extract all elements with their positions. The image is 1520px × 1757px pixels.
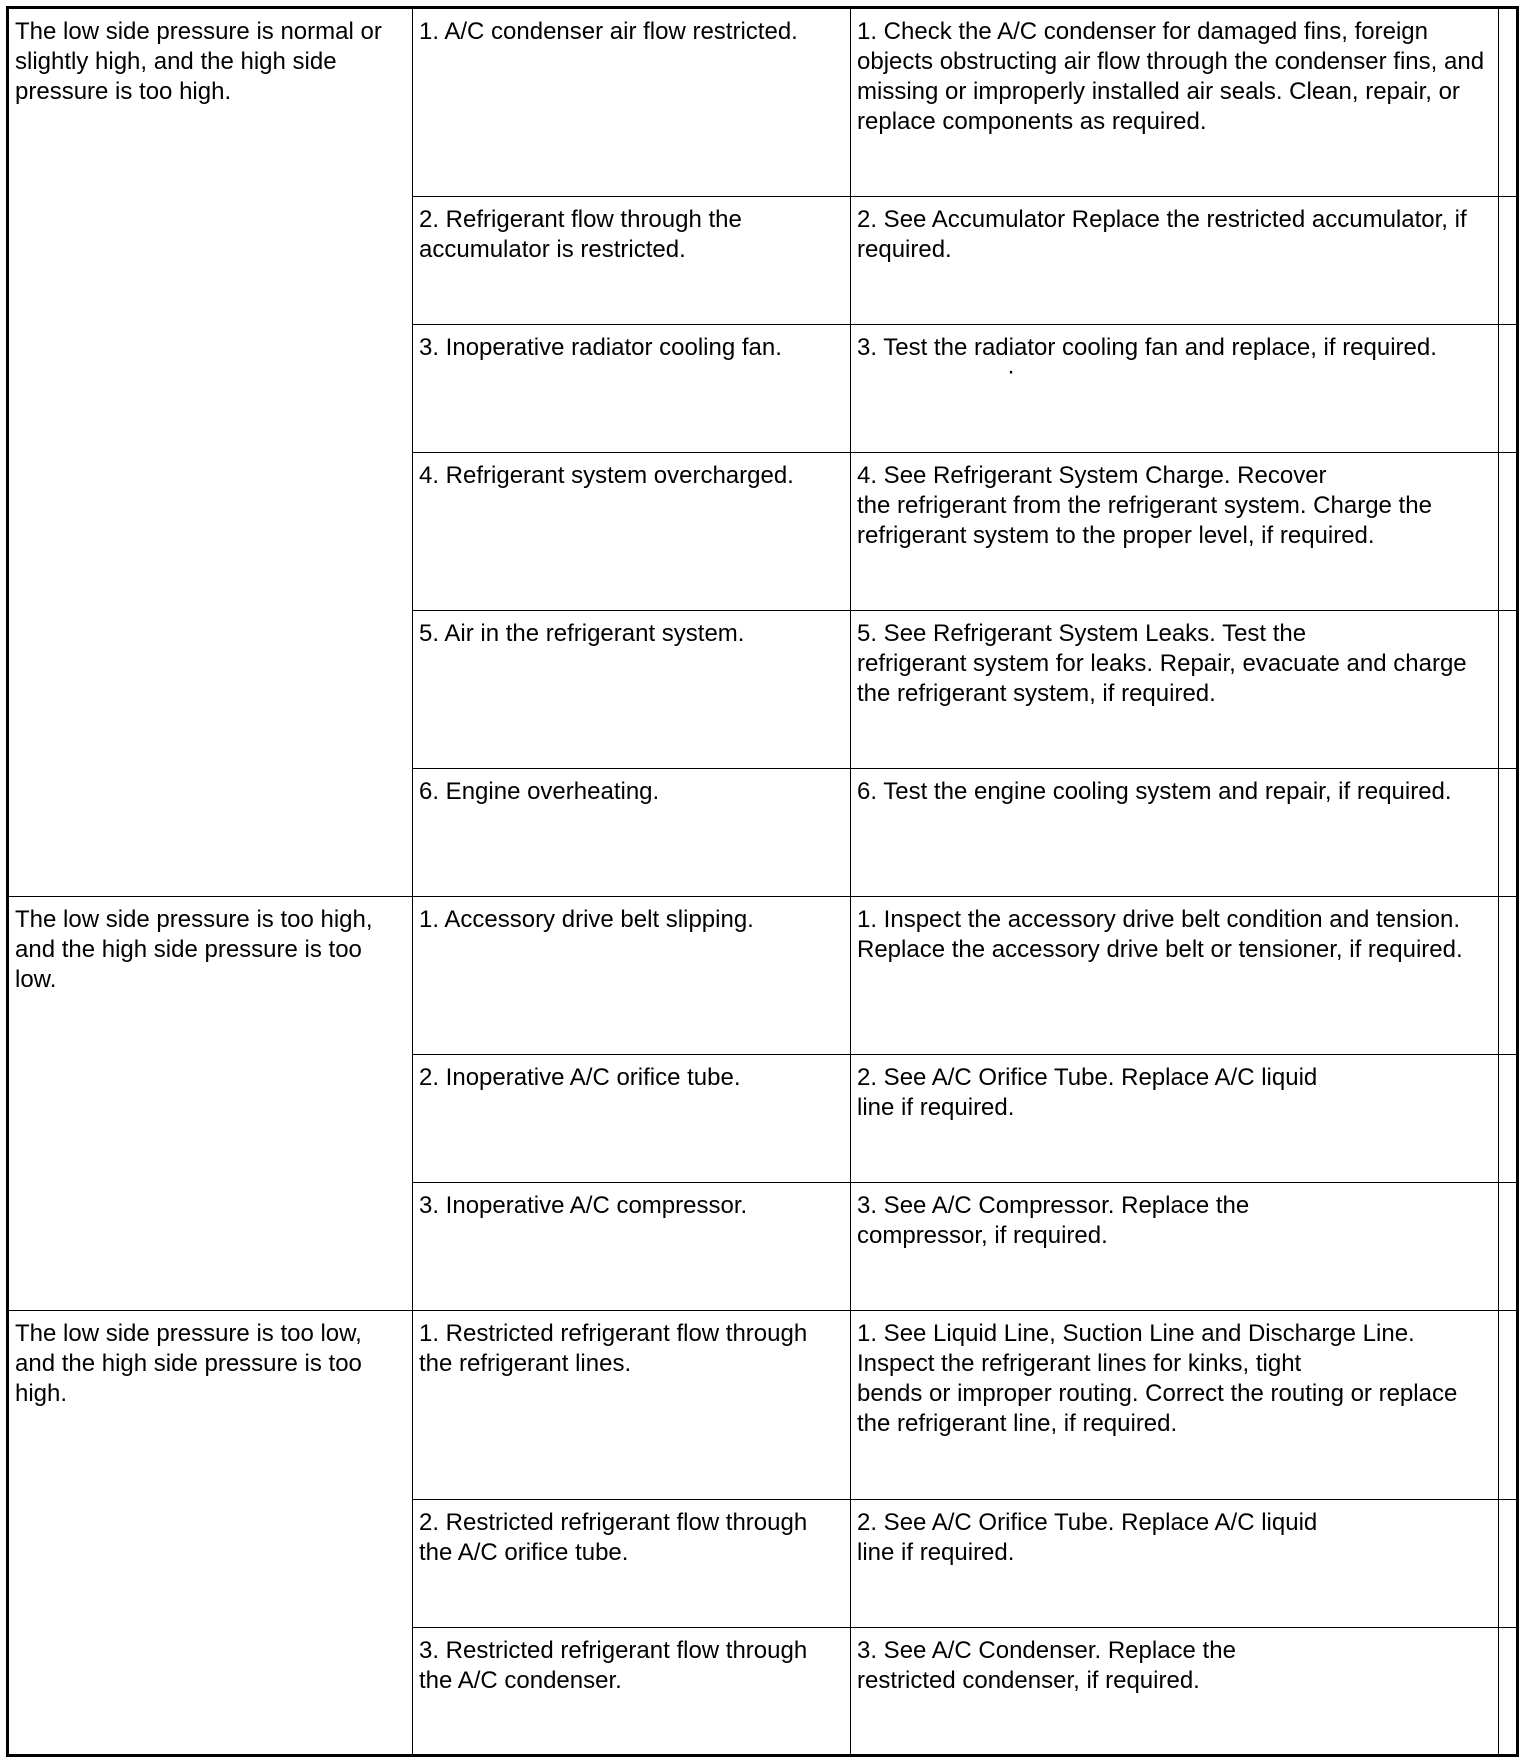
cause-cell: 2. Restricted refrigerant flow through the A/C orifice tube. — [413, 1500, 851, 1628]
cause-cell: 3. Inoperative A/C compressor. — [413, 1183, 851, 1311]
action-cell: 4. See Refrigerant System Charge. Recover the refrigerant from the refrigerant system. Charge the refrigerant system to the proper level, if required. — [851, 453, 1499, 611]
cause-cell: 1. A/C condenser air flow restricted. — [413, 8, 851, 197]
spacer-cell — [1499, 897, 1518, 1055]
action-cell: 5. See Refrigerant System Leaks. Test the refrigerant system for leaks. Repair, evacuate and charge the refrigerant system, if required. — [851, 611, 1499, 769]
condition-cell: The low side pressure is too low, and the high side pressure is too high. — [8, 1311, 413, 1756]
cause-cell: 4. Refrigerant system overcharged. — [413, 453, 851, 611]
condition-cell: The low side pressure is too high, and the high side pressure is too low. — [8, 897, 413, 1311]
action-text: 3. Test the radiator cooling fan and replace, if required. — [857, 334, 1437, 361]
cause-cell: 5. Air in the refrigerant system. — [413, 611, 851, 769]
cause-cell: 2. Inoperative A/C orifice tube. — [413, 1055, 851, 1183]
action-cell: 1. Inspect the accessory drive belt condition and tension. Replace the accessory drive belt or tensioner, if required. — [851, 897, 1499, 1055]
action-cell: 2. See Accumulator Replace the restricted accumulator, if required. — [851, 197, 1499, 325]
action-cell: 2. See A/C Orifice Tube. Replace A/C liquid line if required. — [851, 1500, 1499, 1628]
spacer-cell — [1499, 1628, 1518, 1756]
cause-cell: 2. Refrigerant flow through the accumulator is restricted. — [413, 197, 851, 325]
diagnostic-table — [6, 6, 1519, 1757]
spacer-cell — [1499, 325, 1518, 453]
action-cell: 3. See A/C Compressor. Replace the compressor, if required. — [851, 1183, 1499, 1311]
condition-cell: The low side pressure is normal or slightly high, and the high side pressure is too high. — [8, 8, 413, 897]
spacer-cell — [1499, 611, 1518, 769]
cause-cell: 3. Restricted refrigerant flow through the A/C condenser. — [413, 1628, 851, 1756]
table-row — [8, 897, 1518, 1055]
spacer-cell — [1499, 1183, 1518, 1311]
spacer-cell — [1499, 197, 1518, 325]
table-row — [8, 8, 1518, 197]
action-cell: 3. See A/C Condenser. Replace the restricted condenser, if required. — [851, 1628, 1499, 1756]
table-row — [8, 1311, 1518, 1500]
spacer-cell — [1499, 769, 1518, 897]
cause-cell: 6. Engine overheating. — [413, 769, 851, 897]
spacer-cell — [1499, 453, 1518, 611]
action-cell: 1. Check the A/C condenser for damaged fins, foreign objects obstructing air flow through the condenser fins, and missing or improperly installed air seals. Clean, repair, or replace components as required. — [851, 8, 1499, 197]
cause-cell: 1. Accessory drive belt slipping. — [413, 897, 851, 1055]
action-cell: 6. Test the engine cooling system and repair, if required. — [851, 769, 1499, 897]
action-cell: 1. See Liquid Line, Suction Line and Discharge Line. Inspect the refrigerant lines for kinks, tight bends or improper routing. Correct the routing or replace the refrigerant line, if required. — [851, 1311, 1499, 1500]
action-cell: 2. See A/C Orifice Tube. Replace A/C liquid line if required. — [851, 1055, 1499, 1183]
spacer-cell — [1499, 8, 1518, 197]
spacer-cell — [1499, 1311, 1518, 1500]
cause-cell: 3. Inoperative radiator cooling fan. — [413, 325, 851, 453]
cause-cell: 1. Restricted refrigerant flow through the refrigerant lines. — [413, 1311, 851, 1500]
action-cell — [851, 325, 1499, 453]
spacer-cell — [1499, 1500, 1518, 1628]
spacer-cell — [1499, 1055, 1518, 1183]
stray-dot: · — [1007, 358, 1015, 385]
